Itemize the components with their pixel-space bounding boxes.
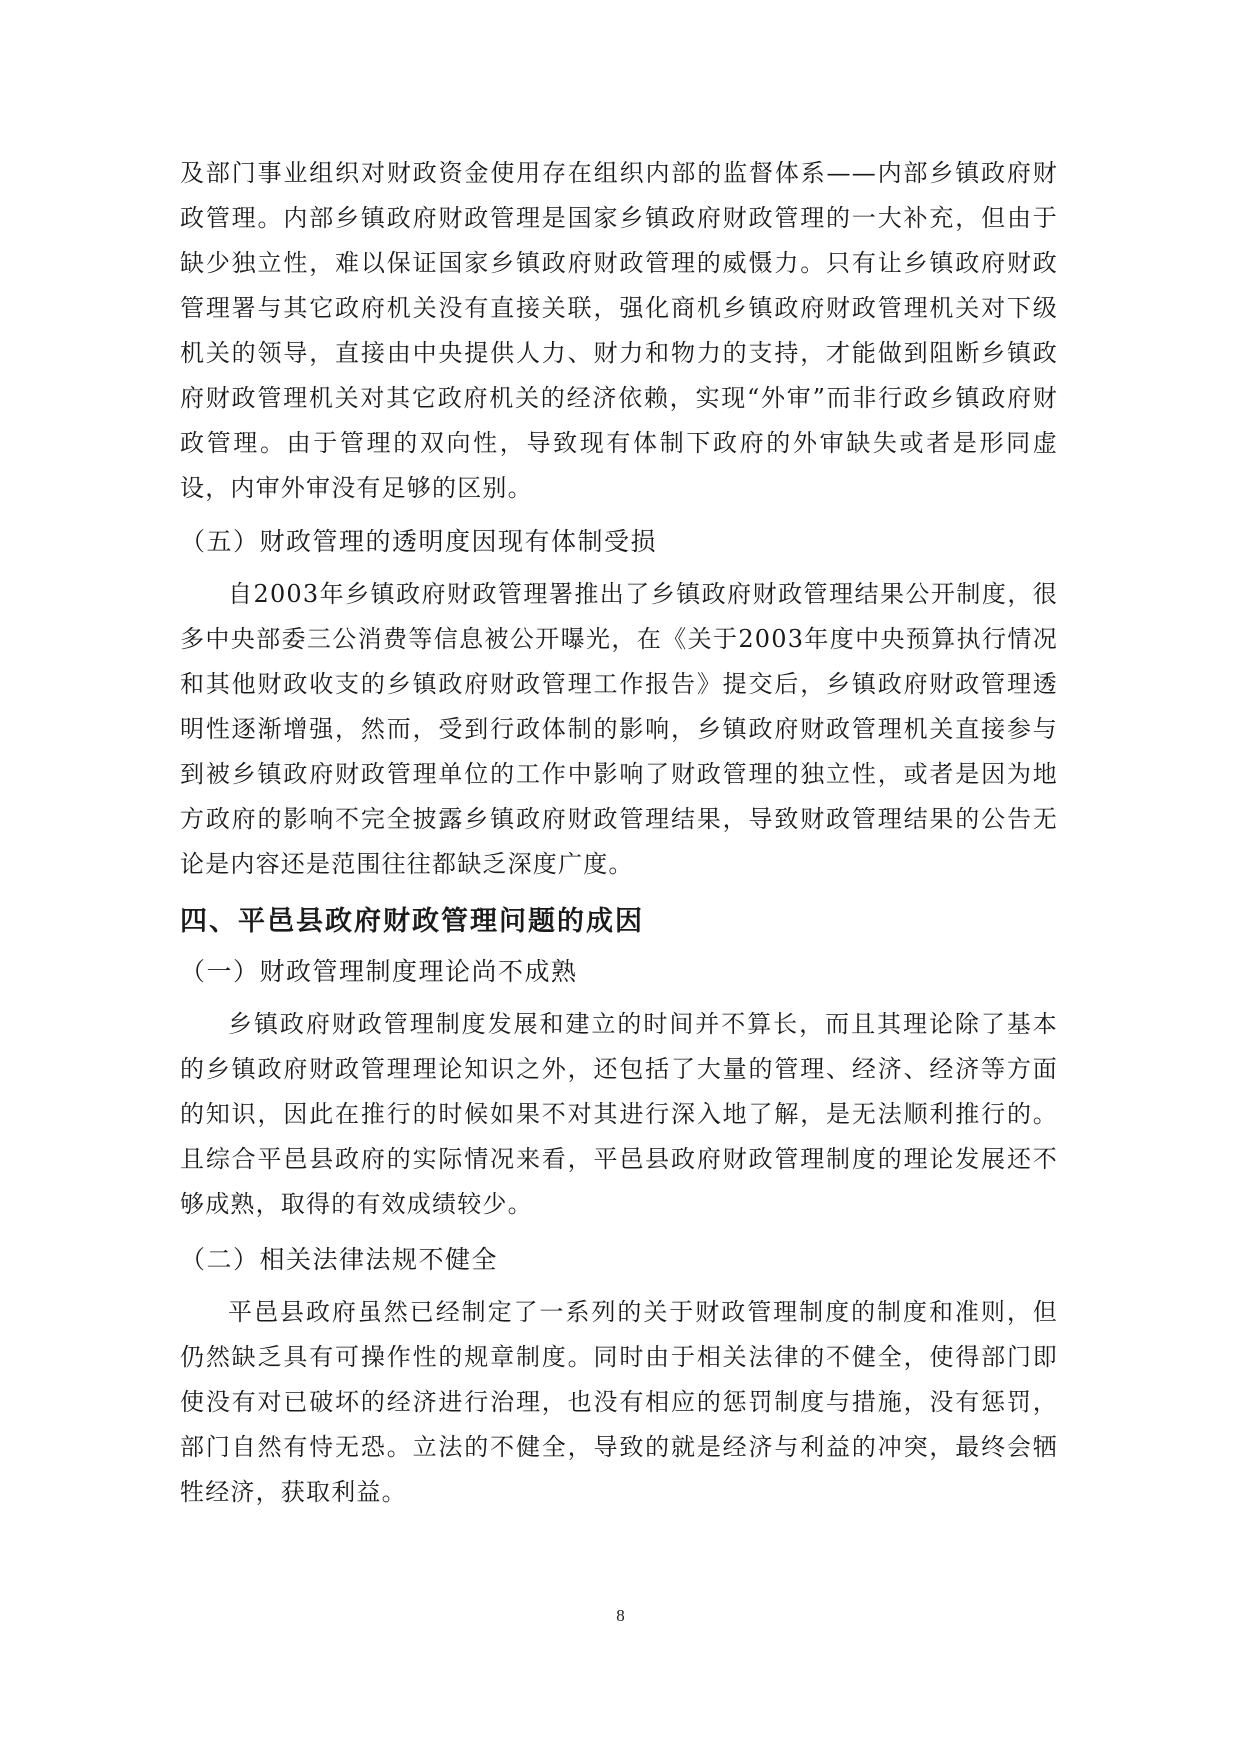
section-1-paragraph: 乡镇政府财政管理制度发展和建立的时间并不算长，而且其理论除了基本的乡镇政府财政管理理论知识之外，还包括了大量的管理、经济、经济等方面的知识，因此在推行的时候如果不对其进行深入地了解，是无法顺利推行的。且综合平邑县政府的实际情况来看，平邑县政府财政管理制度的理论发展还不够成熟，取得的有效成绩较少。 bbox=[180, 1010, 1058, 1218]
page-content bbox=[180, 151, 1058, 1515]
section-heading-1: （一）财政管理制度理论尚不成熟 bbox=[180, 957, 578, 986]
section-5-paragraph: 自2003年乡镇政府财政管理署推出了乡镇政府财政管理结果公开制度，很多中央部委三公消费等信息被公开曝光，在《关于2003年度中央预算执行情况和其他财政收支的乡镇政府财政管理工作报告》提交后，乡镇政府财政管理透明性逐渐增强，然而，受到行政体制的影响，乡镇政府财政管理机关直接参与到被乡镇政府财政管理单位的工作中影响了财政管理的独立性，或者是因为地方政府的影响不完全披露乡镇政府财政管理结果，导致财政管理结果的公告无论是内容还是范围往往都缺乏深度广度。 bbox=[180, 580, 1058, 878]
section-heading-5: （五）财政管理的透明度因现有体制受损 bbox=[180, 527, 658, 556]
chapter-heading-4: 四、平邑县政府财政管理问题的成因 bbox=[180, 906, 644, 937]
page-number: 8 bbox=[616, 1606, 625, 1625]
section-2-paragraph: 平邑县政府虽然已经制定了一系列的关于财政管理制度的制度和准则，但仍然缺乏具有可操作性的规章制度。同时由于相关法律的不健全，使得部门即使没有对已破坏的经济进行治理，也没有相应的惩罚制度与措施，没有惩罚，部门自然有恃无恐。立法的不健全，导致的就是经济与利益的冲突，最终会牺牲经济，获取利益。 bbox=[180, 1298, 1058, 1506]
section-heading-2: （二）相关法律法规不健全 bbox=[180, 1245, 499, 1274]
paragraph-continued: 及部门事业组织对财政资金使用存在组织内部的监督体系——内部乡镇政府财政管理。内部乡镇政府财政管理是国家乡镇政府财政管理的一大补充，但由于缺少独立性，难以保证国家乡镇政府财政管理的威慑力。只有让乡镇政府财政管理署与其它政府机关没有直接关联，强化商机乡镇政府财政管理机关对下级机关的领导，直接由中央提供人力、财力和物力的支持，才能做到阻断乡镇政府财政管理机关对其它政府机关的经济依赖，实现“外审”而非行政乡镇政府财政管理。由于管理的双向性，导致现有体制下政府的外审缺失或者是形同虚设，内审外审没有足够的区别。 bbox=[180, 159, 1058, 502]
